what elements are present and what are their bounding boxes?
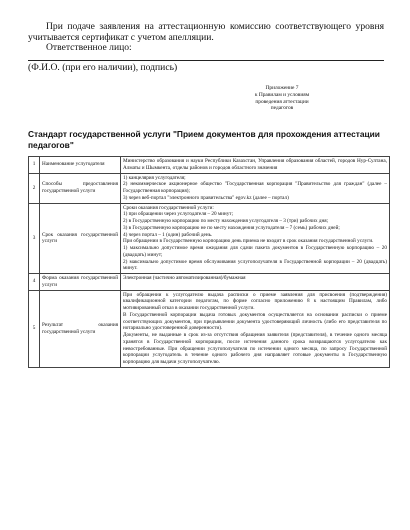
- annex-line: к Правилам и условиям: [254, 91, 310, 98]
- standard-title: Стандарт государственной услуги "Прием документов для прохождения аттестации педагогов": [28, 129, 380, 150]
- row-value: [121, 274, 390, 291]
- value-line: 3) в Государственную корпорацию не по месту нахождения услугодателя – 7 (семь) рабочих дней;: [123, 224, 340, 231]
- row-name: Результат оказания государственной услуги: [40, 290, 121, 367]
- table-row: [29, 157, 390, 174]
- fio-caption: (Ф.И.О. (при его наличии), подпись): [28, 61, 178, 73]
- annex-line: Приложение 7: [265, 85, 299, 91]
- table-row: [29, 173, 390, 203]
- value-line: 3) через веб-портал "электронного правительства" egov.kz (далее – портал): [123, 194, 289, 201]
- annex-note: [236, 85, 328, 112]
- row-number: 1: [29, 157, 40, 174]
- value-line: 2) в Государственную корпорацию по месту нахождения услугодателя – 3 (три) рабочих дня;: [123, 218, 329, 224]
- annex-line: педагогов: [270, 105, 294, 112]
- value-line: 1) при обращении через услугодателя – 20 минут;: [123, 211, 234, 218]
- signature-line: [28, 60, 384, 61]
- responsible-label: Ответственное лицо:: [46, 42, 132, 54]
- row-name: Срок оказания государственной услуги: [40, 203, 121, 274]
- table-row: [29, 274, 390, 291]
- table-row: [29, 290, 390, 367]
- value-line: 2) некоммерческое акционерное общество "Государственная корпорация "Правительство для граждан" (далее – Государственная корпорация);: [123, 181, 387, 194]
- intro-section: [28, 22, 384, 73]
- annex-line: проведения аттестации: [255, 98, 309, 105]
- table-row: [29, 203, 390, 274]
- row-number: 3: [29, 203, 40, 274]
- value-line: Документы, не выданные в срок из-за отсутствия обращения заявителя (представителя), в течение одного месяца хранятся в Государственной корпорации, после истечения данного срока возвращаются услугодателю как невостребованные. При обращении услугополучателя по истечении одного месяца, по запросу Государственной корпорации услугодатель в течение одного рабочего дня направляет готовые документы в Государственную корпорацию для выдачи услугополучателю.: [123, 332, 387, 365]
- intro-paragraph: При подаче заявления на аттестационную комиссию соответствующего уровня учитывается сертификат с учетом апелляции.: [28, 21, 384, 43]
- value-line: При обращении к услугодателю выдача расписки о приеме заявления для присвоения (подтверждения) квалификационной категории педагогам, по форме согласно приложению 8 к настоящим Правилам, либо мотивированный отказ в оказании государственной услуги.: [123, 291, 387, 311]
- row-name: Наименование услугодателя: [40, 157, 121, 174]
- row-number: 2: [29, 173, 40, 203]
- standard-table: [28, 156, 390, 368]
- value-line: 4) через портал – 1 (один) рабочий день.: [123, 231, 213, 238]
- row-name: Способы предоставления государственной услуги: [40, 173, 121, 203]
- value-line: В Государственной корпорации выдача готовых документов осуществляется на основании расписки о приеме соответствующих документов, при предъявлении документа удостоверяющий личность (либо его представителя по нотариально удостоверенной доверенности).: [123, 311, 387, 332]
- row-value: [121, 290, 390, 367]
- value-line: Министерство образования и науки Республики Казахстан, Управления образования областей, городов Нур-Султана, Алматы и Шымкента, отделы районов и городов областного значения: [123, 158, 387, 171]
- row-name: Форма оказания государственной услуги: [40, 274, 121, 291]
- value-line: 1) максимально допустимое время ожидания для сдачи пакета документов в Государственную корпорацию – 20 (двадцать) минут;: [123, 245, 387, 258]
- value-line: 1) канцелярия услугодателя;: [123, 174, 186, 181]
- row-number: 4: [29, 274, 40, 291]
- value-line: При обращении в Государственную корпорацию день приема не входит в срок оказания государственной услуги.: [123, 238, 374, 245]
- row-value: [121, 157, 390, 174]
- row-value: [121, 173, 390, 203]
- value-line: Электронная (частично автоматизированная)/бумажная: [123, 275, 246, 281]
- value-line: Сроки оказания государственной услуги:: [123, 204, 214, 211]
- value-line: 2) максимально допустимое время обслуживания услугополучателя в Государственной корпорации – 20 (двадцать) минут.: [123, 258, 387, 272]
- row-value: [121, 203, 390, 274]
- row-number: 5: [29, 290, 40, 367]
